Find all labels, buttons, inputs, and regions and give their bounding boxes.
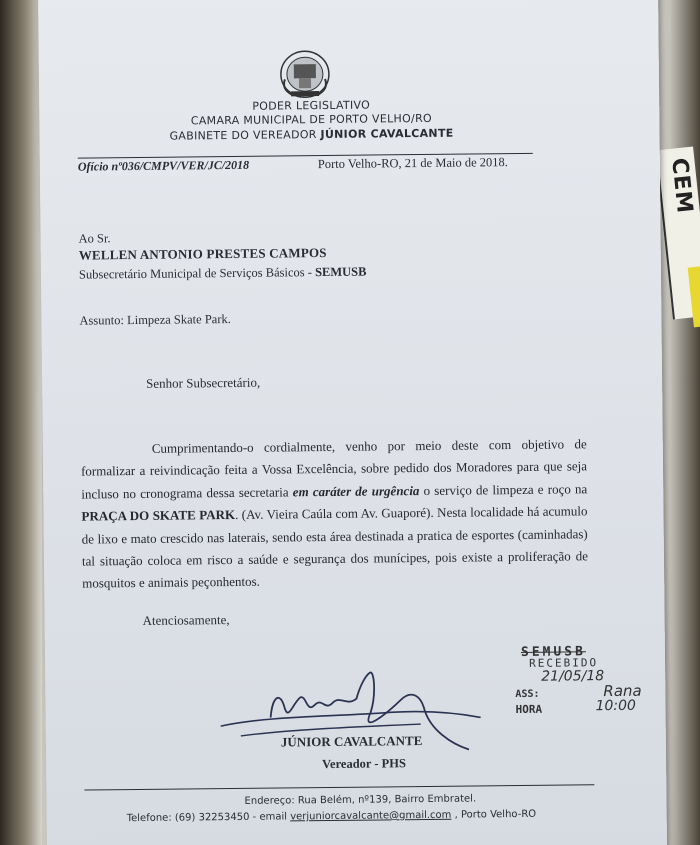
- recipient-name: WELLEN ANTONIO PRESTES CAMPOS: [78, 244, 327, 263]
- subject: Assunto: Limpeza Skate Park.: [79, 311, 231, 328]
- body-part-1: Cumprimentando-o cordialmente, venho por meio deste com objetivo de formalizar a reivindicação feita a Vossa Excelência, sobre pedido dos Moradores para que seja incluso no cronograma dessa secretaria: [80, 436, 588, 502]
- stamp-ass-label: ASS:: [515, 688, 540, 701]
- letter-body: [81, 433, 589, 595]
- coat-of-arms-icon: [279, 49, 332, 100]
- binder-edge: [0, 0, 42, 845]
- footer-phone: Telefone: (69) 32253450 - email: [126, 811, 291, 825]
- salutation: Senhor Subsecretário,: [146, 374, 261, 391]
- letterhead-line-1: PODER LEGISLATIVO: [252, 98, 371, 113]
- footer-contact: [127, 809, 537, 824]
- signer-title: Vereador - PHS: [322, 756, 406, 772]
- footer-email: verjuniorcavalcante@gmail.com: [290, 809, 452, 823]
- footer-address: Endereço: Rua Belém, nº139, Bairro Embratel.: [244, 793, 477, 807]
- closing: Atenciosamente,: [142, 612, 230, 628]
- letterhead-office: GABINETE DO VEREADOR: [169, 128, 321, 143]
- recipient-role-text: Subsecretário Municipal de Serviços Básicos -: [78, 265, 316, 282]
- stamp-date: 21/05/18: [541, 668, 605, 685]
- body-part-2: o serviço de limpeza e roço na: [419, 481, 588, 498]
- body-part-3: . (Av. Vieira Caúla com Av. Guaporé). Nesta localidade há acumulo de lixo e mato crescido nas laterais, sendo esta área destinada a pratica de esportes (caminhadas) tal situação coloca em risco a saúde e segurança dos munícipes, pois existe a proliferação de mosquitos e animais peçonhentos.: [81, 503, 589, 592]
- signature-scribble: [210, 653, 511, 771]
- stamp-hora-label: HORA: [515, 702, 543, 717]
- to-line: Ao Sr.: [78, 231, 111, 246]
- body-place: PRAÇA DO SKATE PARK: [81, 507, 236, 524]
- stamp-hora-value: 10:00: [595, 697, 636, 715]
- received-stamp: [515, 643, 696, 720]
- signer-name: JÚNIOR CAVALCANTE: [280, 733, 423, 750]
- stamp-ass-value: Rana: [603, 681, 642, 701]
- recipient-org: SEMUSB: [314, 264, 367, 280]
- footer-city: , Porto Velho-RO: [451, 808, 537, 821]
- letterhead-line-2: CAMARA MUNICIPAL DE PORTO VELHO/RO: [190, 111, 432, 128]
- letter-reference: Ofício nº036/CMPV/VER/JC/2018: [77, 157, 250, 174]
- footer-rule: [84, 784, 594, 790]
- side-tag-text: CEM: [666, 156, 697, 216]
- letterhead-line-3: [111, 126, 511, 143]
- stamp-received: RECEBIDO: [529, 656, 599, 670]
- stamp-org: SEMUSB: [520, 644, 587, 660]
- letter-page: [38, 0, 667, 845]
- body-emphasis: em caráter de urgência: [292, 482, 420, 500]
- letter-date: Porto Velho-RO, 21 de Maio de 2018.: [317, 155, 508, 172]
- recipient-role: [79, 265, 367, 283]
- letterhead-councilman-name: JÚNIOR CAVALCANTE: [320, 126, 454, 142]
